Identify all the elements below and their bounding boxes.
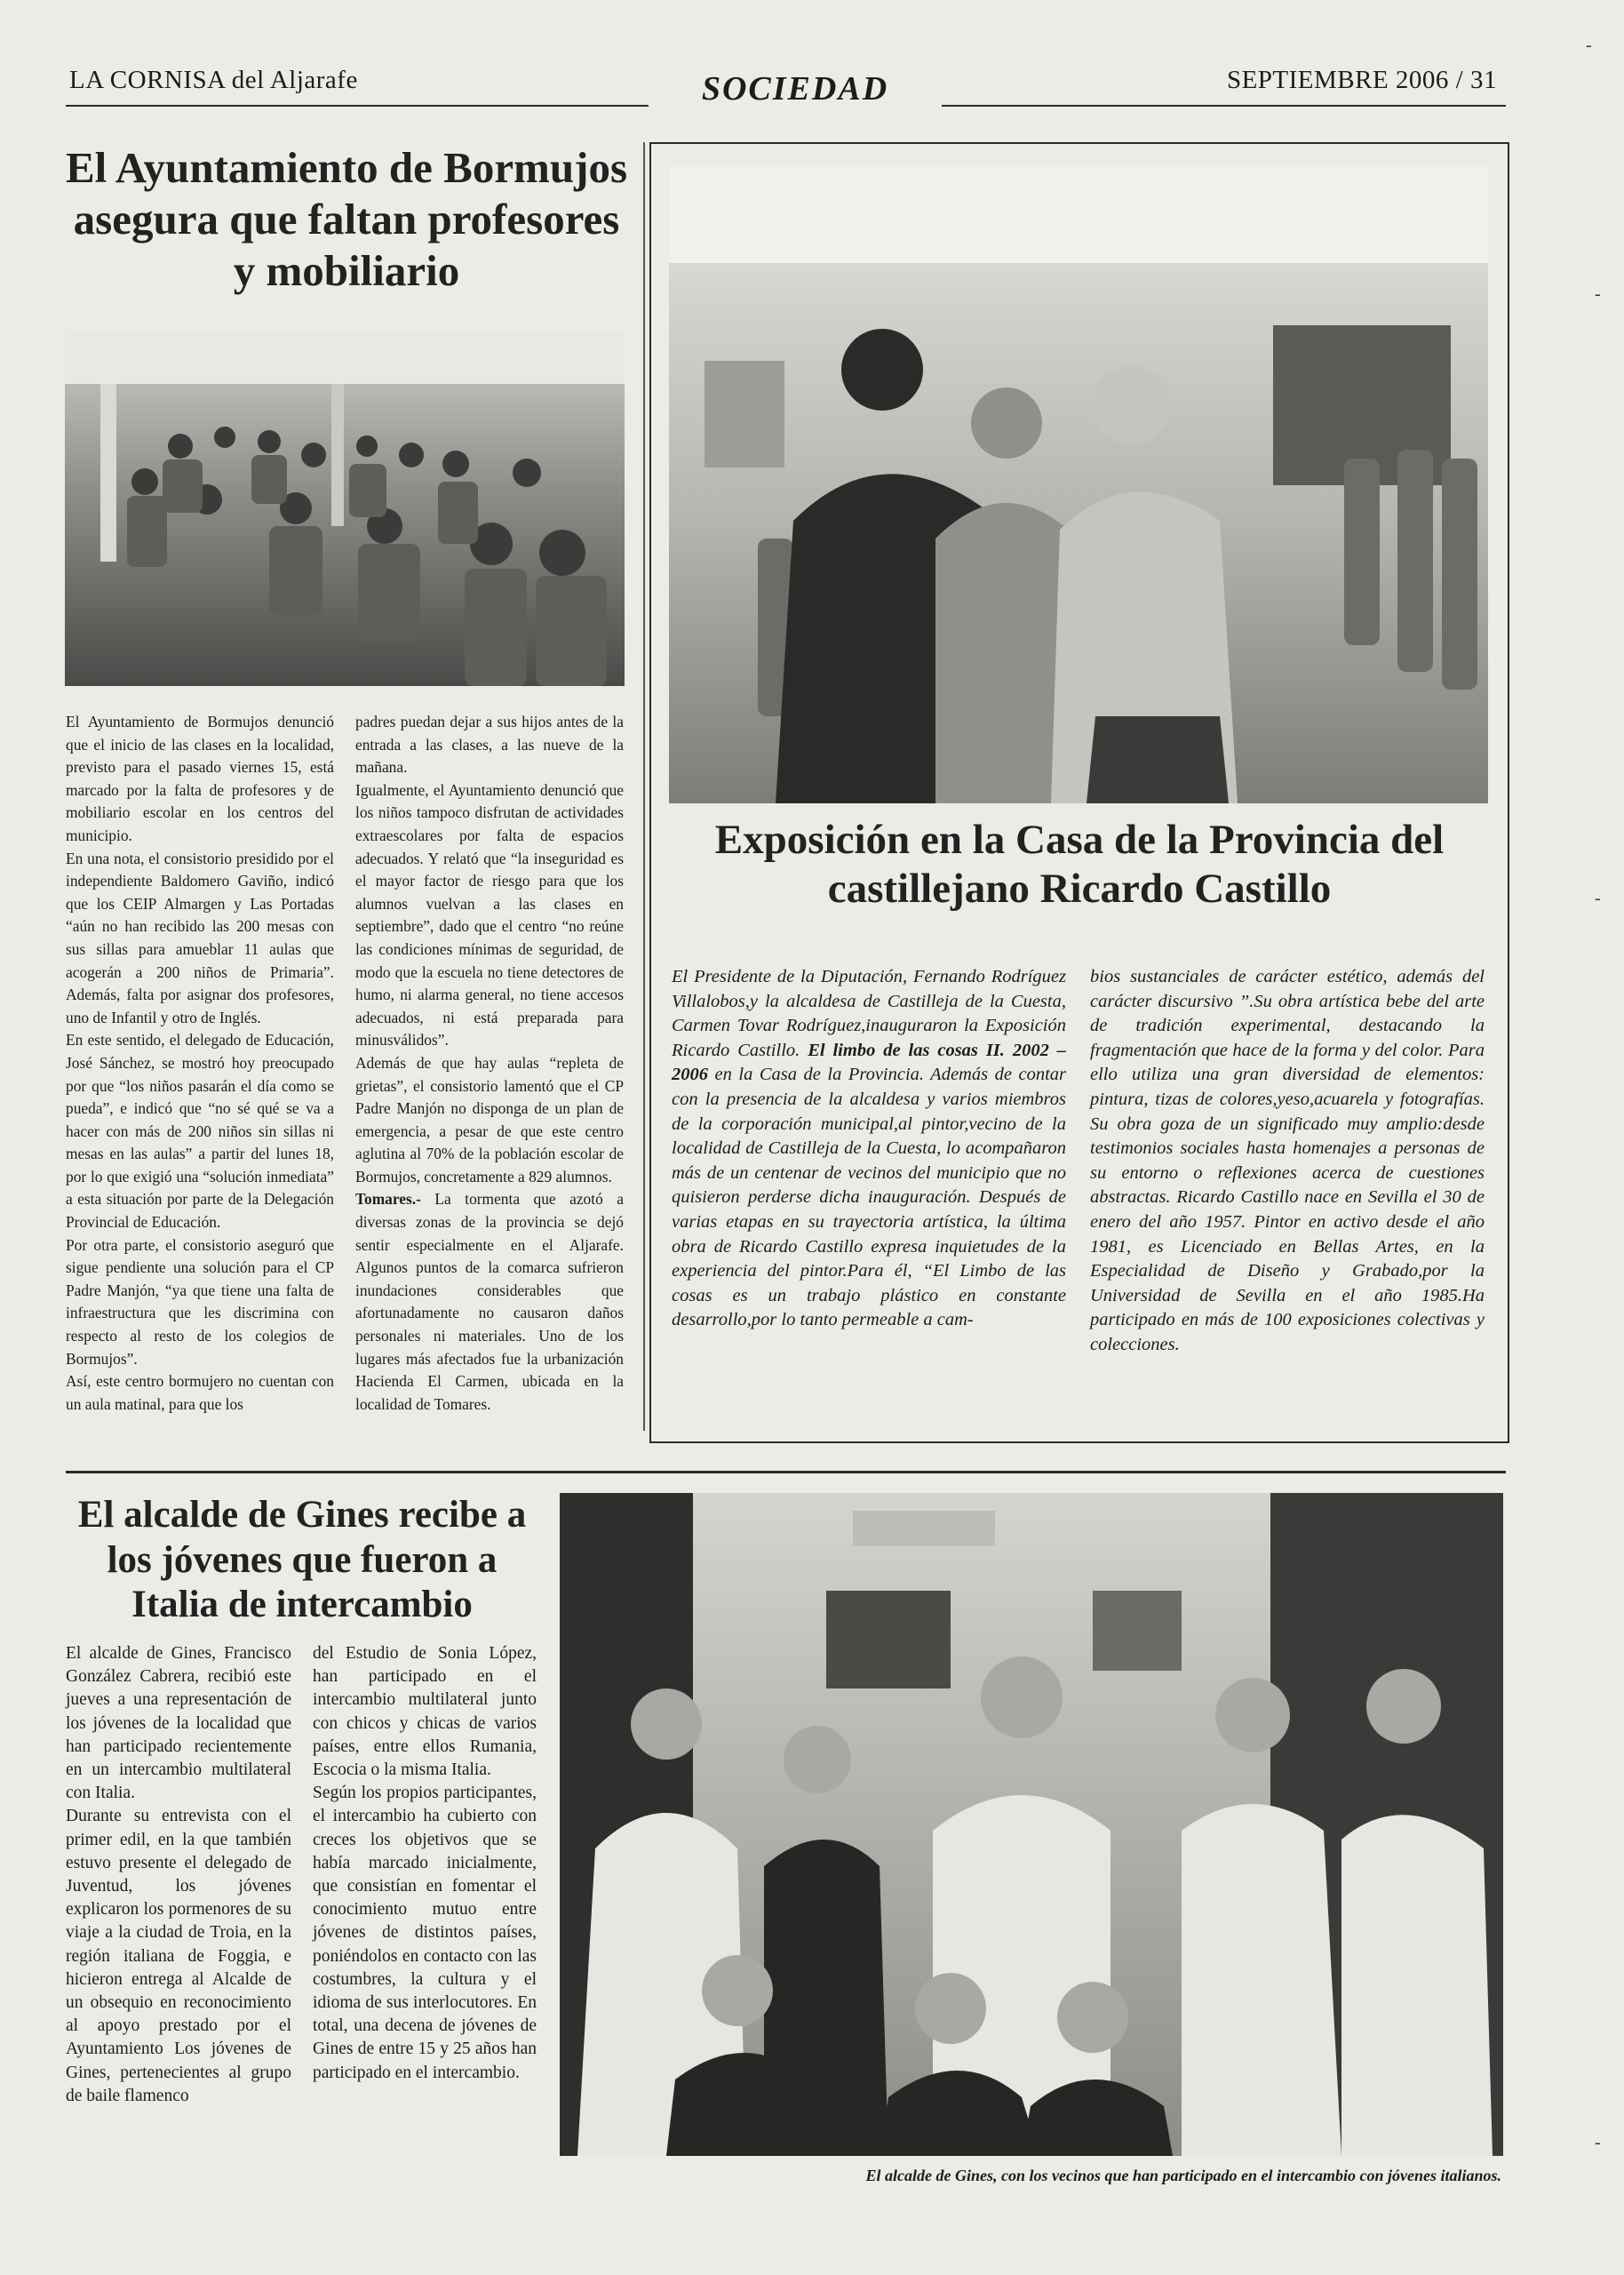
article3-column-1 bbox=[66, 1642, 291, 2108]
paragraph: padres puedan dejar a sus hijos antes de la entrada a las clases, a las nueve de la mañana. bbox=[355, 713, 624, 777]
paragraph: Según los propios participantes, el intercambio ha cubierto con creces los objetivos que se había marcado inicialmente, que consistían en fomentar el conocimiento mutuo entre jóvenes de distintos países, poniéndolos en contacto con las costumbres, la cultura y el idioma de sus interlocutores. En total, una decena de jóvenes de Gines de entre 15 y 25 años han participado en el intercambio. bbox=[313, 1784, 537, 2082]
exhibition-title: El limbo de las cosas II. 2002 – 2006 bbox=[672, 1040, 1066, 1085]
masthead-rule-right bbox=[942, 105, 1506, 107]
section-title: SOCIEDAD bbox=[701, 70, 889, 108]
date-page-number: SEPTIEMBRE 2006 / 31 bbox=[1226, 66, 1497, 94]
paragraph: Además de que hay aulas “repleta de grietas”, el consistorio lamentó que el CP Padre Manjón no disponga de un plan de emergencia, a pesar de que este centro aglutina al 70% de la población escolar de Bormujos, concretamente a 829 alumnos. bbox=[355, 1053, 624, 1185]
article3-photo bbox=[560, 1493, 1503, 2156]
article3-headline: El alcalde de Gines recibe a los jóvenes que fueron a Italia de intercambio bbox=[77, 1494, 527, 1626]
tomares-subhead: Tomares.- bbox=[355, 1190, 421, 1209]
section-divider bbox=[66, 1471, 1506, 1473]
paragraph: En este sentido, el delegado de Educación, José Sánchez, se mostró hoy preocupado por que “los niños pasarán el día como se pueda”, e indicó que “no sé qué se va a hacer con más de 200 niños sin sillas ni mesas en las aulas” a partir del lunes 18, por lo que exigió una “solución inmediata” a esta situación por parte de la Delegación Provincial de Educación. bbox=[66, 1031, 334, 1232]
scan-edge-mark: - bbox=[1595, 889, 1601, 908]
publication-name: LA CORNISA del Aljarafe bbox=[69, 66, 358, 94]
group-portrait-photo-icon bbox=[560, 1493, 1503, 2156]
article2-photo bbox=[669, 165, 1488, 803]
article1-column-1 bbox=[66, 711, 334, 1416]
tomares-text: La tormenta que azotó a diversas zonas de la provincia se dejó sentir especialmente en el Aljarafe. Algunos puntos de la comarca sufrieron inundaciones considerables que afortunadamente no causaron daños personales ni materiales. Uno de los lugares más afectados fue la urbanización Hacienda El Carmen, ubicada en la localidad de Tomares. bbox=[355, 1190, 624, 1413]
paragraph bbox=[672, 965, 1066, 1333]
paragraph: Así, este centro bormujero no cuentan con un aula matinal, para que los bbox=[66, 1372, 334, 1413]
scan-edge-mark: - bbox=[1595, 284, 1601, 304]
article3-photo-caption: El alcalde de Gines, con los vecinos que han participado en el intercambio con jóvenes italianos. bbox=[865, 2167, 1501, 2184]
scan-edge-mark: - bbox=[1595, 2133, 1601, 2152]
paragraph: Por otra parte, el consistorio aseguró que sigue pendiente una solución para el CP Padre Manjón, “ya que tiene una falta de infraestructura que les discrimina con respecto al resto de los colegios de Bormujos”. bbox=[66, 1235, 334, 1368]
scan-watermark: ​ bbox=[611, 1007, 633, 1154]
classroom-meeting-photo-icon bbox=[65, 331, 625, 686]
article1-headline: El Ayuntamiento de Bormujos asegura que faltan profesores y mobiliario bbox=[65, 143, 628, 295]
masthead-rule-left bbox=[66, 105, 649, 107]
paragraph: Durante su entrevista con el primer edil, en la que también estuvo presente el delegado de Juventud, los jóvenes explicaron los pormenores de su viaje a la ciudad de Troia, en la región italiana de Foggia, e hicieron entrega al Alcalde de un obsequio en reconocimiento al apoyo prestado por el Ayuntamiento Los jóvenes de Gines, pertenecientes al grupo de baile flamenco bbox=[66, 1807, 291, 2105]
article2-text-rest: en la Casa de la Provincia. Además de contar con la presencia de la alcaldesa y varios miembros de la corporación municipal,al pintor,vecino de la localidad de Castilleja de la Cuesta, lo acompañaron más de un centenar de vecinos del municipio que no quisieron perderse dicha inauguración. Después de varias etapas en su trayectoria artística, la última obra de Ricardo Castillo expresa inquietudes de la experiencia del pintor.Para él, “El Limbo de las cosas es un trabajo plástico en constante desarrollo,por lo tanto permeable a cam- bbox=[672, 1065, 1066, 1330]
paragraph: El Ayuntamiento de Bormujos denunció que el inicio de las clases en la localidad, previsto para el pasado viernes 15, está marcado por la falta de profesores y de mobiliario escolar en los centros del municipio. bbox=[66, 713, 334, 844]
article2-headline: Exposición en la Casa de la Provincia del castillejano Ricardo Castillo bbox=[714, 817, 1445, 913]
paragraph bbox=[355, 1188, 624, 1416]
paragraph: del Estudio de Sonia López, han participado en el intercambio multilateral junto con chicos y chicas de varios países, entre ellos Rumania, Escocia o la misma Italia. bbox=[313, 1644, 537, 1780]
scan-edge-mark: - bbox=[1586, 36, 1592, 55]
article2-column-1 bbox=[672, 965, 1066, 1333]
paragraph: bios sustanciales de carácter estético, además del carácter discursivo ”.Su obra artística bebe del arte de tradición experimental, destacando la fragmentación que hace de la forma y del color. Para ello utiliza una gran diversidad de elementos: pintura, tizas de colores,yeso,acuarela y fotografías. Su obra goza de un significado muy amplio:desde testimonios sociales hasta homenajes a personas de su entorno o reflexiones acerca de cuestiones abstractas. Ricardo Castillo nace en Sevilla el 30 de enero del año 1957. Pintor en activo desde el año 1981, es Licenciado en Bellas Artes, en la Especialidad de Diseño y Grabado,por la Universidad de Sevilla en el año 1985.Ha participado en más de 100 exposiciones colectivas y colecciones. bbox=[1090, 967, 1485, 1354]
column-divider bbox=[643, 142, 645, 1431]
article1-photo bbox=[65, 331, 625, 686]
article2-column-2 bbox=[1090, 965, 1485, 1358]
paragraph: En una nota, el consistorio presidido por el independiente Baldomero Gaviño, indicó que los CEIP Almargen y Las Portadas “aún no han recibido las 200 mesas con sus sillas para amueblar 11 aulas que acogerán a 200 niños de Primaria”. Además, falta por asignar dos profesores, uno de Infantil y otro de Inglés. bbox=[66, 849, 334, 1026]
article2-text-intro: El Presidente de la Diputación, Fernando Rodríguez Villalobos,y la alcaldesa de Castilleja de la Cuesta, Carmen Tovar Rodríguez,inauguraron la Exposición Ricardo Castillo. bbox=[672, 967, 1066, 1060]
paragraph: Igualmente, el Ayuntamiento denunció que los niños tampoco disfrutan de actividades extraescolares por falta de espacios adecuados. Y relató que “la inseguridad es el mayor factor de riesgo para que los alumnos vuelvan a las clases en septiembre”, dado que el centro “no reúne las condiciones mínimas de seguridad, de modo que la escuela no tiene detectores de humo, ni alarma general, no tiene accesos adecuados, ni está preparada para minusválidos”. bbox=[355, 780, 624, 1050]
article1-column-2 bbox=[355, 711, 624, 1416]
paragraph: El alcalde de Gines, Francisco González Cabrera, recibió este jueves a una representación de los jóvenes de la localidad que han participado recientemente en un intercambio multilateral con Italia. bbox=[66, 1644, 291, 1803]
art-exhibition-photo-icon bbox=[669, 165, 1488, 803]
article3-column-2 bbox=[313, 1642, 537, 2085]
